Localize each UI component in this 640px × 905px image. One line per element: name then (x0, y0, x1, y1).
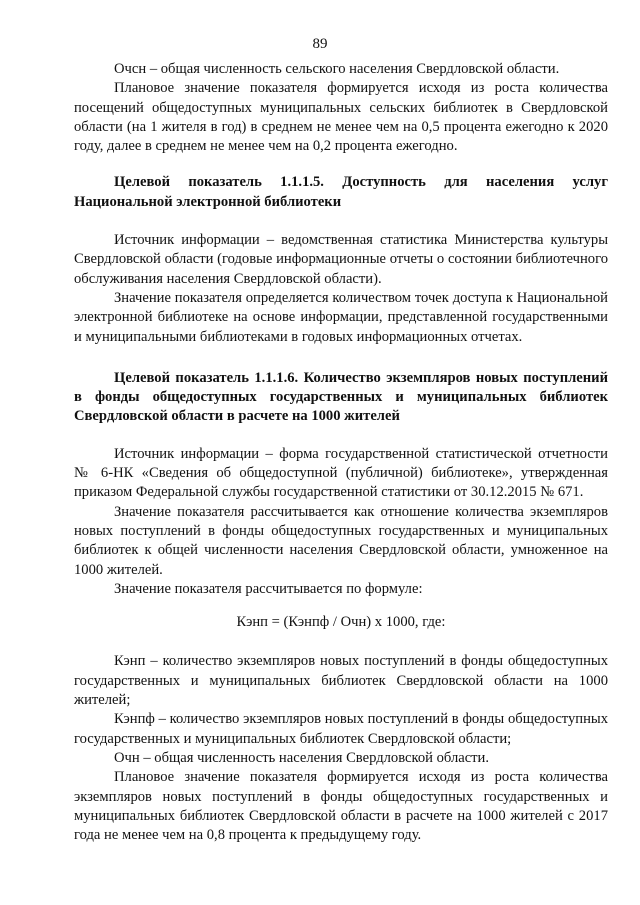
paragraph-access-points-value: Значение показателя определяется количеством точек доступа к Национальной электронной библиотеке на основе информации, представленной государственными и муниципальными библиотеками в годовых информационных отчетах. (74, 289, 608, 345)
heading-indicator-1-1-1-5: Целевой показатель 1.1.1.5. Доступность для населения услуг Национальной электронной библиотеки (74, 174, 608, 210)
definition-kenpf: Кэнпф – количество экземпляров новых поступлений в фонды общедоступных государственных и муниципальных библиотек Свердловской области; (74, 711, 608, 747)
paragraph-calculation-ratio: Значение показателя рассчитывается как отношение количества экземпляров новых поступлений в фонды общедоступных государственных и муниципальных библиотек к общей численности населения Свердловской области, умноженное на 1000 жителей. (74, 503, 608, 578)
paragraph-source-ministry-statistics: Источник информации – ведомственная статистика Министерства культуры Свердловской области (годовые информационные отчеты о состоянии библиотечного обслуживания населения Свердловской области). (74, 232, 608, 287)
paragraph-formula-intro: Значение показателя рассчитывается по формуле: (114, 580, 423, 597)
paragraph-rural-population-definition: Очсн – общая численность сельского населения Свердловской области. (114, 61, 560, 77)
definition-ochn: Очн – общая численность населения Свердловской области. (114, 749, 490, 766)
formula: Кэнп = (Кэнпф / Очн) х 1000, где: (236, 614, 446, 631)
heading-indicator-1-1-1-6: Целевой показатель 1.1.1.6. Количество экземпляров новых поступлений в фонды общедоступных государственных и муниципальных библиотек Свердловской области в расчете на 1000 жителей (74, 369, 608, 425)
page-number: 89 (312, 36, 328, 52)
definition-kenp: Кэнп – количество экземпляров новых поступлений в фонды общедоступных государственных и муниципальных библиотек Свердловской области на 1000 жителей; (74, 653, 608, 709)
paragraph-planned-value-acquisitions: Плановое значение показателя формируется исходя из роста количества экземпляров новых поступлений в фонды общедоступных государственных и муниципальных библиотек Свердловской области в расчете на 1000 жителей с 2017 года не менее чем на 0,8 процента к предыдущему году. (74, 769, 608, 844)
paragraph-planned-value-visits: Плановое значение показателя формируется исходя из роста количества посещений общедоступных муниципальных сельских библиотек в Свердловской области (на 1 жителя в год) в среднем не менее чем на 0,5 процента ежегодно к 2020 году, далее в среднем не менее чем на 0,2 процента ежегодно. (74, 80, 608, 155)
paragraph-source-form-6nk: Источник информации – форма государственной статистической отчетности № 6-НК «Сведения об общедоступной (публичной) библиотеке», утвержденная приказом Федеральной службы государственной статистики от 30.12.2015 № 671. (74, 445, 608, 501)
document-body (74, 60, 608, 845)
